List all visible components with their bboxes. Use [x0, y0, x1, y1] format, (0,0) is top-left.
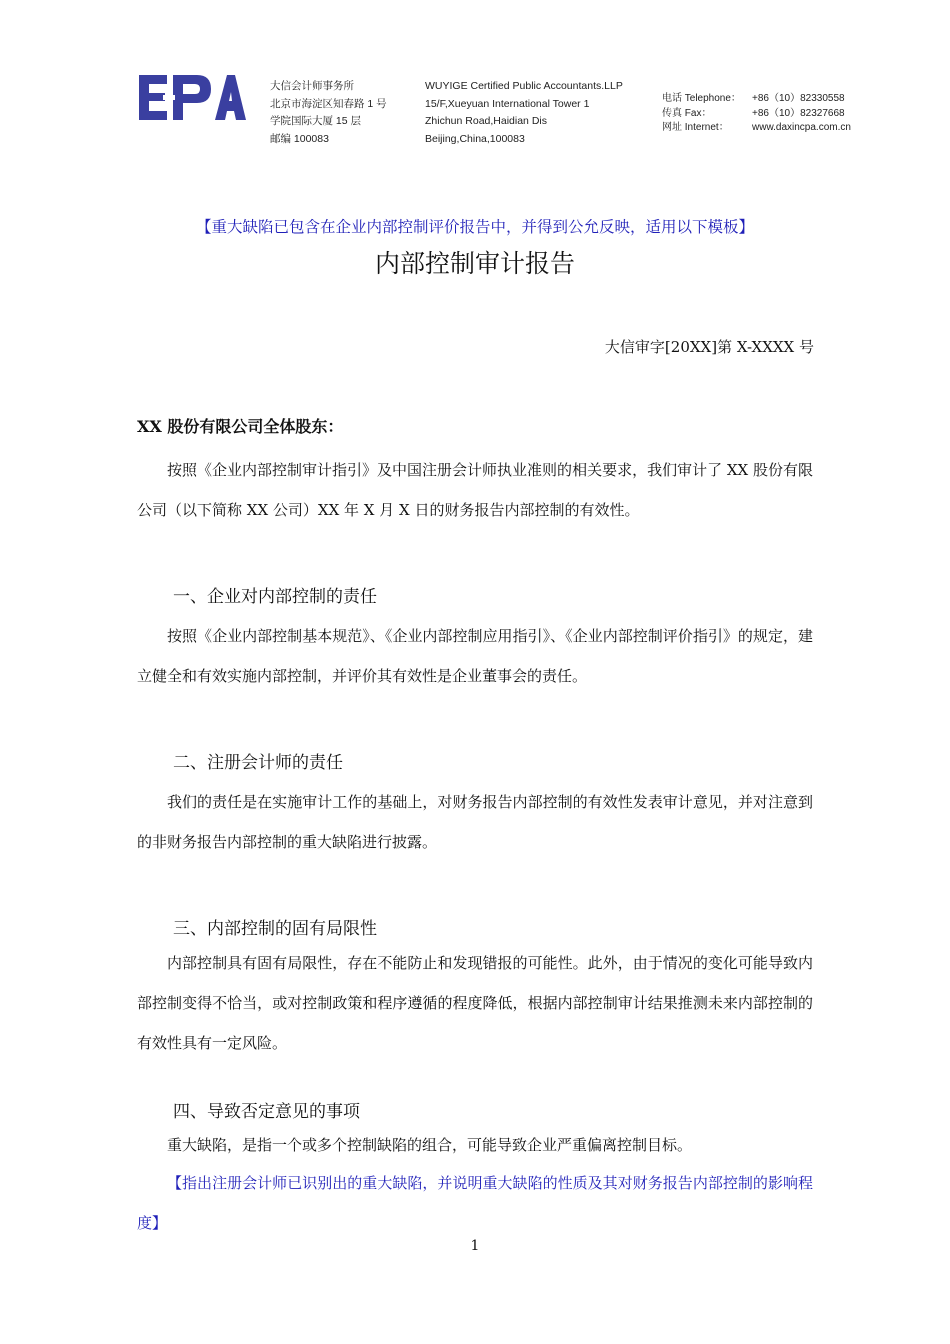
section4-note-text: 【指出注册会计师已识别出的重大缺陷，并说明重大缺陷的性质及其对财务报告内部控制的影响程度】: [137, 1174, 813, 1232]
address-line-cn: 北京市海淀区知春路 1 号: [270, 97, 387, 110]
contact-value: +86（10）82330558: [752, 93, 845, 104]
address-line-cn: 学院国际大厦 15 层: [270, 115, 362, 127]
intro-paragraph: [137, 450, 813, 530]
firm-address-en: [425, 78, 623, 148]
contact-value: www.daxincpa.com.cn: [752, 122, 851, 133]
section-text: 重大缺陷，是指一个或多个控制缺陷的组合，可能导致企业严重偏离控制目标。: [167, 1136, 693, 1154]
contact-internet: [662, 121, 851, 136]
page-title: 内部控制审计报告: [374, 249, 575, 278]
address-line-en: 15/F,Xueyuan International Tower 1: [425, 97, 590, 110]
section-heading: 四、导致否定意见的事项: [173, 1102, 360, 1122]
section-heading: 三、内部控制的固有局限性: [173, 919, 377, 939]
section-heading: 二、注册会计师的责任: [173, 753, 343, 773]
section-body: [137, 782, 813, 862]
firm-name-cn: 大信会计师事务所: [270, 80, 354, 92]
address-line-en: Beijing,China,100083: [425, 132, 525, 145]
contact-fax: [662, 107, 851, 122]
firm-name-en: WUYIGE Certified Public Accountants.LLP: [425, 80, 623, 92]
contact-telephone: [662, 92, 851, 107]
contact-label: 网址 Internet：: [662, 122, 729, 133]
section-text: 按照《企业内部控制基本规范》、《企业内部控制应用指引》、《企业内部控制评价指引》的规定，建立健全和有效实施内部控制，并评价其有效性是企业董事会的责任。: [137, 627, 813, 685]
firm-logo: [135, 70, 247, 125]
firm-address-cn: [270, 78, 387, 148]
postcode-cn: 邮编 100083: [270, 132, 329, 145]
section-body: [137, 943, 813, 1063]
section4-template-note: [137, 1163, 813, 1243]
address-line-en: Zhichun Road,Haidian Dis: [425, 115, 547, 127]
section-text: 我们的责任是在实施审计工作的基础上，对财务报告内部控制的有效性发表审计意见，并对注意到的非财务报告内部控制的重大缺陷进行披露。: [137, 793, 813, 851]
contact-label: 电话 Telephone：: [662, 93, 741, 104]
contact-label: 传真 Fax：: [662, 107, 712, 119]
section-body: [137, 1125, 813, 1165]
intro-text: 按照《企业内部控制审计指引》及中国注册会计师执业准则的相关要求，我们审计了 XX 股份有限公司（以下简称 XX 公司）XX 年 X 月 X 日的财务报告内部控制的有效性。: [137, 461, 813, 519]
report-reference-number: 大信审字[20XX]第 X-XXXX 号: [604, 338, 814, 356]
contact-block: [662, 92, 851, 136]
template-note: 【重大缺陷已包含在企业内部控制评价报告中，并得到公允反映，适用以下模板】: [195, 218, 754, 236]
salutation: XX 股份有限公司全体股东：: [137, 417, 344, 436]
section-heading: 一、企业对内部控制的责任: [173, 587, 377, 607]
contact-value: +86（10）82327668: [752, 107, 845, 119]
page-number: 1: [470, 1238, 480, 1254]
section-text: 内部控制具有固有局限性，存在不能防止和发现错报的可能性。此外，由于情况的变化可能导致内部控制变得不恰当，或对控制政策和程序遵循的程度降低，根据内部控制审计结果推测未来内部控制的有效性具有一定风险。: [137, 954, 813, 1052]
section-body: [137, 616, 813, 696]
